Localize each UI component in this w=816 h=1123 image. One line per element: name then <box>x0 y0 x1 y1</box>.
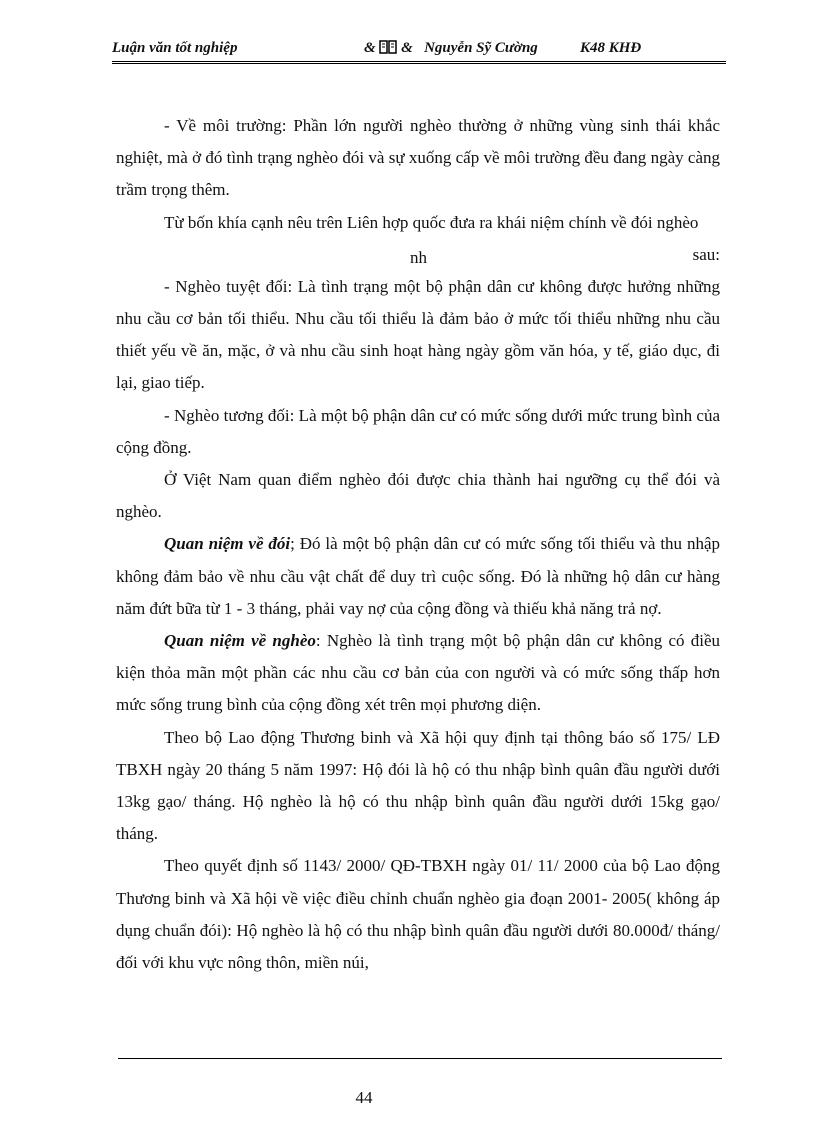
page-number-text: 44 <box>355 1088 373 1107</box>
hunger-text: ; Đó là một bộ phận dân cư có mức sống tối thiểu và thu nhập không đảm bảo về nhu cầu vật chất để duy trì cuộc sống. Đó là những hộ dân cư hàng năm đứt bữa từ 1 - 3 tháng, phải vay nợ của cộng đồng và thiếu khả năng trả nợ. <box>116 534 720 618</box>
paragraph-vietnam-view: Ở Việt Nam quan điểm nghèo đói được chia thành hai ngưỡng cụ thể đói và nghèo. <box>116 470 720 522</box>
word-sau: sau: <box>692 244 720 264</box>
paragraph-environment: - Về môi trường: Phần lớn người nghèo thường ở những vùng sinh thái khắc nghiệt, mà ở đó tình trạng nghèo đói và sự xuống cấp về môi trường đều đang ngày càng trầm trọng thêm. <box>116 116 720 200</box>
ornament-right: & <box>401 40 413 56</box>
hunger-label: Quan niệm về đói <box>164 534 291 554</box>
paragraph-decision-1143: Theo quyết định số 1143/ 2000/ QĐ-TBXH ngày 01/ 11/ 2000 của bộ Lao động Thương binh và Xã hội về việc điều chỉnh chuẩn nghèo gia đoạn 2001- 2005( không áp dụng chuẩn đói): Hộ nghèo là hộ có thu nhập bình quân đầu người dưới 80.000đ/ tháng/ đối với khu vực nông thôn, miền núi, <box>116 856 720 973</box>
paragraph-un-concept <box>116 207 720 239</box>
page-header <box>112 36 726 62</box>
paragraph-un-concept-tail <box>116 239 720 271</box>
paragraph-absolute-poverty: - Nghèo tuyệt đối: Là tình trạng một bộ phận dân cư không được hưởng những nhu cầu cơ bản tối thiểu. Nhu cầu tối thiểu là đảm bảo ở mức tối thiểu những nhu cầu thiết yếu về ăn, mặc, ở và nhu cầu sinh hoạt hàng ngày gồm văn hóa, y tế, giáo dục, đi lại, giao tiếp. <box>116 276 720 393</box>
class-code: K48 KHĐ <box>580 40 642 56</box>
poverty-label: Quan niệm về nghèo <box>164 631 316 651</box>
word-nh: nh <box>410 247 427 267</box>
header-rule <box>112 61 726 62</box>
ornament-left: & <box>364 40 376 56</box>
author-name: Nguyễn Sỹ Cường <box>424 40 538 56</box>
book-icon <box>379 40 397 54</box>
paragraph-hunger-concept <box>116 528 720 625</box>
paragraph-relative-poverty: - Nghèo tương đối: Là một bộ phận dân cư có mức sống dưới mức trung bình của cộng đồng. <box>116 405 720 457</box>
paragraph-un-concept-text: Từ bốn khía cạnh nêu trên Liên hợp quốc đưa ra khái niệm chính về đói nghèo <box>164 212 699 232</box>
poverty-text: : Nghèo là tình trạng một bộ phận dân cư không có điều kiện thỏa mãn một phần các nhu cầu cơ bản của con người và có mức sống thấp hơn mức sống trung bình của cộng đồng xét trên mọi phương diện. <box>116 631 720 715</box>
author-block <box>364 40 538 57</box>
footer-rule <box>118 1058 722 1059</box>
header-rule-thin <box>112 63 726 64</box>
paragraph-poverty-concept <box>116 625 720 722</box>
page-body <box>116 110 720 979</box>
paragraph-ministry-1997: Theo bộ Lao động Thương binh và Xã hội quy định tại thông báo số 175/ LĐ TBXH ngày 20 tháng 5 năm 1997: Hộ đói là hộ có thu nhập bình quân đầu người dưới 13kg gạo/ tháng. Hộ nghèo là hộ có thu nhập bình quân đầu người dưới 15kg gạo/ tháng. <box>116 727 720 844</box>
page-number <box>0 1088 728 1108</box>
thesis-title: Luận văn tốt nghiệp <box>112 40 238 56</box>
